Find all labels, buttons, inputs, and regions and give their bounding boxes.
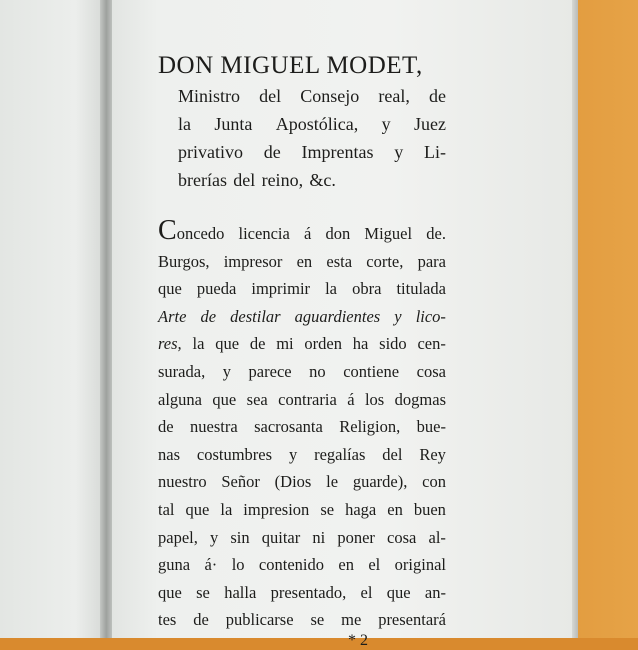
word: orden	[304, 334, 342, 354]
text-line	[158, 606, 446, 634]
left-page	[0, 0, 108, 638]
word: le	[326, 472, 339, 492]
text-line	[158, 386, 446, 414]
word: me	[341, 610, 362, 630]
text-line	[158, 551, 446, 579]
word: ni	[312, 527, 326, 547]
word: mi	[276, 334, 294, 354]
word: an-	[424, 582, 446, 602]
word: haga	[345, 499, 377, 519]
word: pueda	[196, 279, 237, 299]
word: nuestro	[158, 472, 207, 492]
word: la	[220, 499, 233, 519]
word: en	[387, 499, 403, 519]
word: (Dios	[274, 472, 312, 492]
word: del	[259, 86, 282, 106]
word: costumbres	[196, 444, 273, 464]
text-line	[158, 358, 446, 386]
word: el	[368, 555, 381, 575]
word: impresion	[243, 499, 310, 519]
text-line	[178, 138, 446, 166]
text-line	[178, 110, 446, 138]
word: sin	[230, 527, 250, 547]
word: y	[209, 527, 219, 547]
word: publicarse	[225, 610, 294, 630]
word: real,	[378, 86, 410, 106]
word: tes	[158, 610, 177, 630]
word: de	[158, 417, 174, 437]
word: de	[263, 142, 281, 162]
word: &c.	[309, 170, 336, 190]
word: no	[309, 361, 326, 381]
word: se	[196, 582, 210, 602]
word: privativo	[178, 142, 243, 162]
text-line	[158, 524, 446, 552]
text-line	[178, 166, 446, 194]
word: esta	[326, 251, 353, 271]
word: los	[364, 389, 385, 409]
word: que	[185, 499, 210, 519]
word: y	[288, 444, 298, 464]
word: Miguel	[364, 224, 413, 243]
word: de.	[426, 224, 446, 243]
word: de	[249, 334, 266, 354]
word: la	[325, 279, 338, 299]
word: Junta	[214, 114, 253, 134]
word: aguardientes	[294, 306, 381, 326]
text-line	[158, 275, 446, 303]
word: papel,	[158, 527, 198, 547]
word: del	[382, 444, 403, 464]
word: en	[338, 555, 354, 575]
signature-mark: * 2	[348, 631, 368, 649]
word: brerías	[178, 170, 227, 190]
word: poner	[337, 527, 375, 547]
word: contraria	[278, 389, 337, 409]
word: Señor	[221, 472, 260, 492]
word: dogmas	[394, 389, 446, 409]
word: ha	[352, 334, 369, 354]
word: sacrosanta	[254, 417, 323, 437]
text-line	[158, 496, 446, 524]
body-paragraph	[158, 215, 446, 634]
word: Burgos,	[158, 251, 210, 271]
word: Juez	[414, 114, 446, 134]
word: Arte	[158, 306, 187, 326]
word: nuestra	[190, 417, 238, 437]
word: oncedo	[176, 224, 225, 243]
text-line	[158, 215, 446, 248]
word: la	[192, 334, 205, 354]
word: se	[320, 499, 335, 519]
word: y	[394, 142, 404, 162]
text-line	[158, 330, 446, 358]
word: que	[158, 582, 182, 602]
word: que	[386, 582, 411, 602]
word: Imprentas	[301, 142, 374, 162]
word: buen	[413, 499, 446, 519]
word: surada,	[158, 361, 206, 381]
word: res,	[158, 334, 182, 354]
word: titulada	[396, 279, 446, 299]
text-line	[158, 413, 446, 441]
word: á	[303, 224, 312, 243]
word: quitar	[261, 527, 301, 547]
word: licencia	[238, 224, 290, 243]
text-line	[158, 248, 446, 276]
word: se	[310, 610, 325, 630]
word: de	[193, 610, 209, 630]
word: Li-	[423, 142, 446, 162]
word: lo	[231, 555, 245, 575]
word: impresor	[223, 251, 283, 271]
word: Rey	[419, 444, 446, 464]
word: del	[233, 170, 256, 190]
word: sea	[246, 389, 268, 409]
word: de	[200, 306, 217, 326]
word: regalías	[314, 444, 366, 464]
word: el	[360, 582, 373, 602]
word: alguna	[158, 389, 202, 409]
word: lico-	[415, 306, 446, 326]
word: á	[347, 389, 355, 409]
dropcap: C	[158, 215, 177, 246]
heading-subtitle	[158, 82, 446, 194]
word: destilar	[230, 306, 281, 326]
word: Religion,	[339, 417, 401, 437]
word: cosa	[416, 361, 446, 381]
word: y	[381, 114, 391, 134]
word: guarde),	[352, 472, 408, 492]
word: y	[222, 361, 231, 381]
word: halla	[224, 582, 257, 602]
word: y	[394, 306, 402, 326]
word: Consejo	[300, 86, 360, 106]
word: Ministro	[178, 86, 241, 106]
text-line	[158, 579, 446, 607]
word: de	[428, 86, 446, 106]
word: al-	[428, 527, 446, 547]
word: don	[325, 224, 351, 243]
text-line	[158, 441, 446, 469]
text-line	[178, 82, 446, 110]
text-line	[158, 303, 446, 331]
heading-title: DON MIGUEL MODET,	[158, 52, 423, 79]
word: que	[158, 279, 182, 299]
word: presentará	[378, 610, 446, 630]
word: para	[417, 251, 446, 271]
word: que	[215, 334, 240, 354]
word: presentado,	[270, 582, 347, 602]
word: con	[422, 472, 446, 492]
page-edge	[572, 0, 578, 638]
word: que	[212, 389, 237, 409]
word: corte,	[366, 251, 404, 271]
dropcap-word	[158, 215, 225, 248]
word: guna	[158, 555, 191, 575]
word: bue-	[416, 417, 446, 437]
word: Apostólica,	[275, 114, 359, 134]
word: obra	[352, 279, 382, 299]
word: original	[394, 555, 446, 575]
word: á·	[204, 555, 218, 575]
word: la	[178, 114, 191, 134]
word: imprimir	[251, 279, 311, 299]
word: cosa	[387, 527, 417, 547]
page-text	[158, 50, 446, 650]
word: contenido	[258, 555, 324, 575]
word: parece	[248, 361, 292, 381]
word: nas	[158, 444, 180, 464]
word: cen-	[417, 334, 446, 354]
word: tal	[158, 499, 175, 519]
word: contiene	[343, 361, 400, 381]
text-line	[158, 468, 446, 496]
word: reino,	[261, 170, 304, 190]
word: en	[296, 251, 313, 271]
word: sido	[379, 334, 407, 354]
